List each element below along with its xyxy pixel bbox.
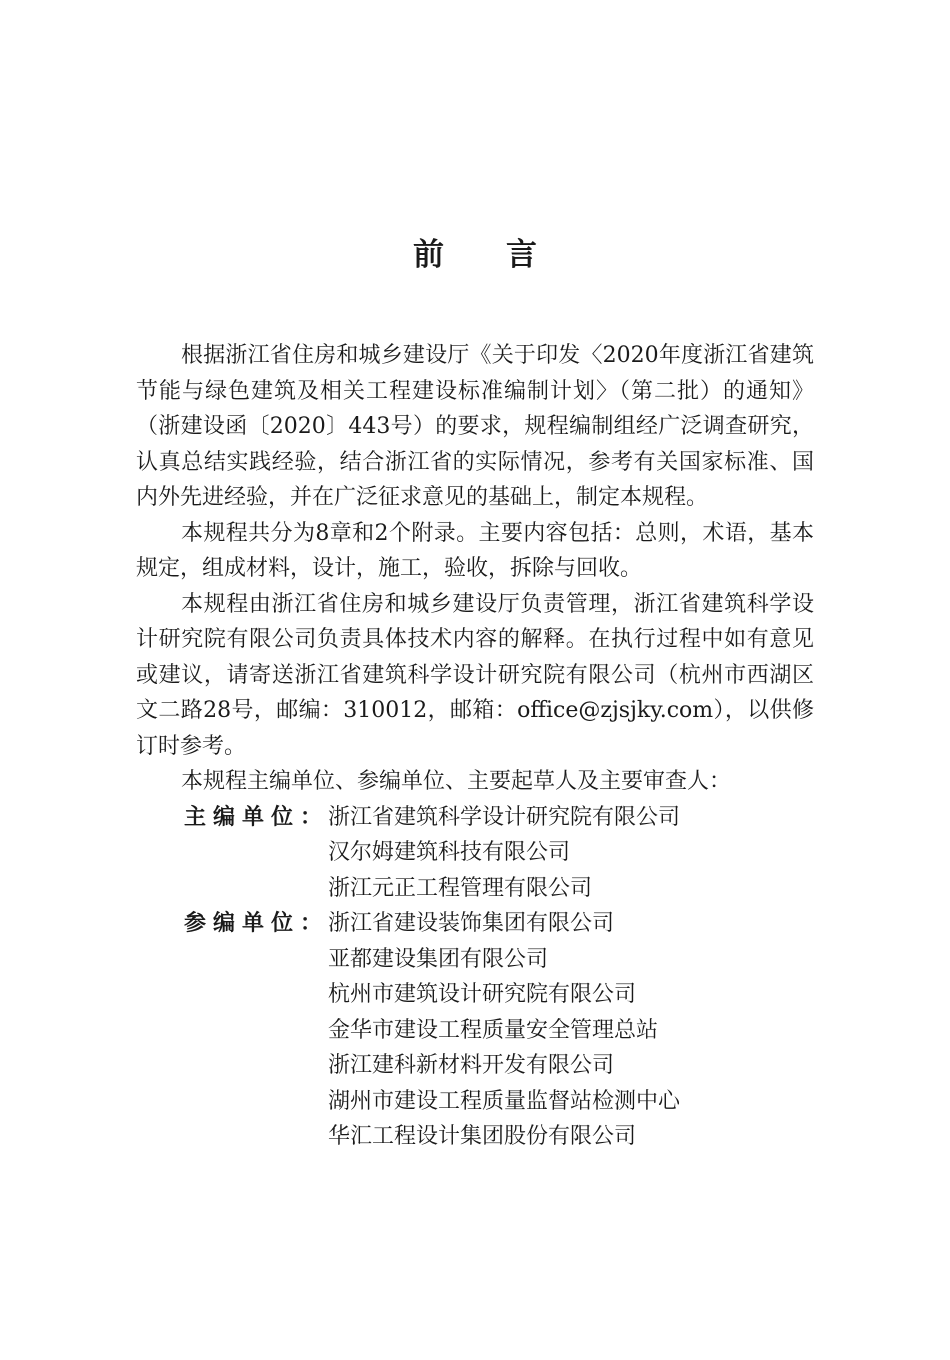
title-char-1: 前 [413, 237, 444, 273]
units-section [136, 800, 814, 1155]
page-title [0, 230, 950, 280]
chief-units-group [136, 800, 814, 907]
paragraph-basis: 根据浙江省住房和城乡建设厅《关于印发〈2020年度浙江省建筑节能与绿色建筑及相关工程建设标准编制计划〉（第二批）的通知》（浙建设函〔2020〕443号）的要求，规程编制组经广泛调查研究，认真总结实践经验，结合浙江省的实际情况，参考有关国家标准、国内外先进经验，并在广泛征求意见的基础上，制定本规程。 [136, 343, 814, 510]
title-char-2: 言 [506, 237, 537, 273]
list-item: 杭州市建筑设计研究院有限公司 [328, 982, 637, 1007]
list-item: 浙江省建筑科学设计研究院有限公司 [328, 804, 681, 830]
list-item: 汉尔姆建筑科技有限公司 [328, 840, 571, 865]
list-item: 湖州市建设工程质量监督站检测中心 [328, 1088, 681, 1114]
list-item: 浙江元正工程管理有限公司 [328, 875, 593, 901]
paragraph-management: 本规程由浙江省住房和城乡建设厅负责管理，浙江省建筑科学设计研究院有限公司负责具体技术内容的解释。在执行过程中如有意见或建议，请寄送浙江省建筑科学设计研究院有限公司（杭州市西湖区文二路28号，邮编：310012，邮箱：office@zjsjky.com），以供修订时参考。 [136, 591, 814, 759]
preface-body [136, 338, 814, 1155]
paragraph-units-intro: 本规程主编单位、参编单位、主要起草人及主要审查人： [181, 769, 732, 794]
chief-units-label: 主编单位： [184, 803, 330, 830]
participating-units-list [328, 906, 814, 1155]
list-item: 浙江省建设装饰集团有限公司 [328, 911, 615, 936]
list-item: 亚都建设集团有限公司 [328, 946, 549, 972]
participating-units-group [136, 906, 814, 1155]
participating-units-label: 参编单位： [184, 910, 330, 936]
list-item: 浙江建科新材料开发有限公司 [328, 1053, 615, 1078]
list-item: 金华市建设工程质量安全管理总站 [328, 1017, 659, 1043]
list-item: 华汇工程设计集团股份有限公司 [328, 1124, 637, 1149]
chief-units-list [328, 800, 814, 907]
paragraph-contents: 本规程共分为8章和2个附录。主要内容包括：总则，术语，基本规定，组成材料，设计，施工，验收，拆除与回收。 [136, 520, 814, 581]
